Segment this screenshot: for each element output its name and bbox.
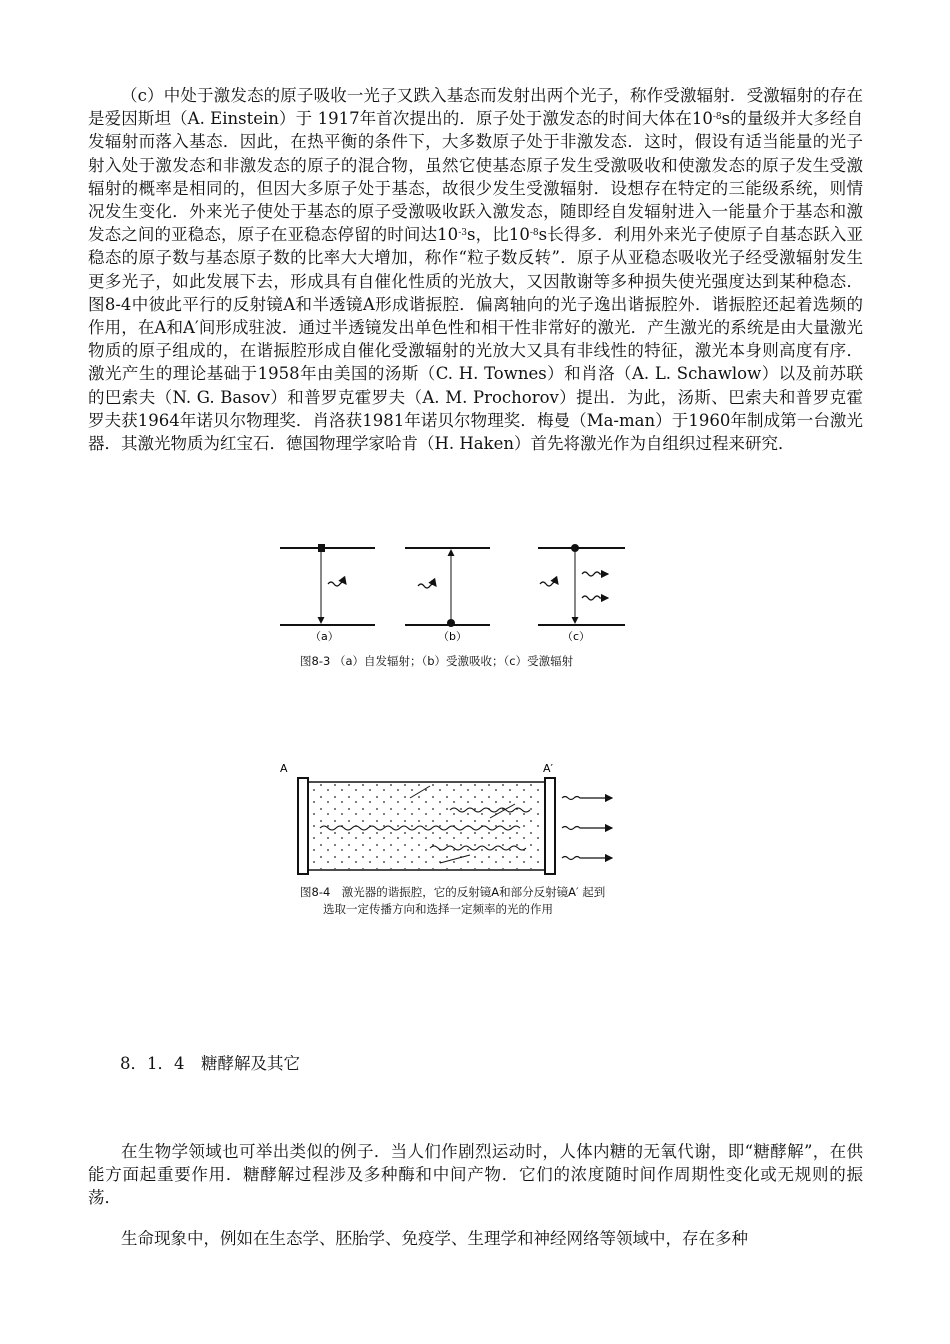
text-run: s，比10 [466, 225, 530, 245]
laser-cavity-diagram [280, 758, 630, 878]
panel-b-absorption [405, 548, 490, 643]
exponent: -8 [712, 112, 722, 123]
panel-a-spontaneous [280, 544, 375, 643]
body-paragraph-glycolysis: 在生物学领域也可举出类似的例子．当人们作剧烈运动时，人体内糖的无氧代谢，即“糖酵解”，在供能方面起重要作用．糖酵解过程涉及多种酶和中间产物．它们的浓度随时间作周期性变化或无规则的振荡． [88, 1142, 863, 1208]
text-run: s的量级并大多经自发辐射而落入基态．因此，在热平衡的条件下，大多数原子处于非激发态．这时，假设有适当能量的光子射入处于激发态和非激发态的原子的混合物，虽然它使基态原子发生受激吸收和使激发态的原子发生受激辐射的概率是相同的，但因大多原子处于基态，故很少发生受激辐射．设想存在特定的三能级系统，则情况发生变化．外来光子使处于基态的原子受激吸收跃入激发态，随即经自发辐射进入一能量介于基态和激发态之间的亚稳态，原子在亚稳态停留的时间达10 [88, 109, 864, 245]
figure-8-3-energy-levels [270, 530, 630, 670]
mirror-A-prime-label: A′ [543, 762, 554, 775]
body-paragraph-life-phenomena: 生命现象中，例如在生态学、胚胎学、免疫学、生理学和神经网络等领域中，存在多种 [121, 1229, 748, 1248]
panel-c-label: （c） [562, 630, 591, 643]
panel-c-stimulated [538, 544, 625, 643]
section-heading: 8．1．4 糖酵解及其它 [120, 1054, 300, 1073]
text-run: （c）中处于激发态的原子吸收一光子又跌入基态而发射出两个光子，称作受激辐射．受激辐射的存在是爱因斯坦（A. Einstein）于 1917年首次提出的．原子处于激发态的时间大体在10 [88, 86, 863, 129]
figure-8-4-caption-line2: 选取一定传播方向和选择一定频率的光的作用 [323, 902, 553, 916]
mirror-A [298, 778, 308, 874]
figure-8-4-caption-line1: 图8-4 激光器的谐振腔，它的反射镜A和部分反射镜A′ 起到 [300, 885, 606, 899]
mirror-A-label: A [280, 762, 288, 775]
figure-8-4-laser-cavity [280, 758, 630, 878]
mirror-A-prime [545, 778, 555, 874]
exponent: -8 [529, 228, 539, 239]
panel-b-label: （b） [438, 630, 467, 643]
figure-8-3-caption: 图8-3 （a）自发辐射；（b）受激吸收；（c）受激辐射 [300, 654, 574, 668]
body-paragraph-stimulated-emission [88, 84, 863, 455]
exponent: -3 [458, 228, 467, 239]
energy-level-diagram [270, 530, 630, 670]
laser-medium [309, 783, 544, 869]
panel-a-label: （a） [310, 630, 339, 643]
text-run: s长得多．利用外来光子使原子自基态跃入亚稳态的原子数与基态原子数的比率大大增加，称作“粒子数反转”．原子从亚稳态吸收光子经受激辐射发生更多光子，如此发展下去，形成具有自催化性质的光放大，又因散谢等多种损失使光强度达到某种稳态．图8-4中彼此平行的反射镜A和半透镜A形成谐振腔．偏离轴向的光子逸出谐振腔外．谐振腔还起着选频的作用，在A和A′间形成驻波．通过半透镜发出单色性和相干性非常好的激光．产生激光的系统是由大量激光物质的原子组成的，在谐振腔形成自催化受激辐射的光放大又具有非线性的特征，激光本身则高度有序．激光产生的理论基础于1958年由美国的汤斯（C. H. Townes）和肖洛（A. L. Schawlow）以及前苏联的巴索夫（N. G. Basov）和普罗克霍罗夫（A. M. Prochorov）提出．为此，汤斯、巴索夫和普罗克霍罗夫获1964年诺贝尔物理奖．肖洛获1981年诺贝尔物理奖．梅曼（Ma-man）于1960年制成第一台激光器．其激光物质为红宝石．德国物理学家哈肯（H. Haken）首先将激光作为自组织过程来研究． [88, 225, 864, 454]
